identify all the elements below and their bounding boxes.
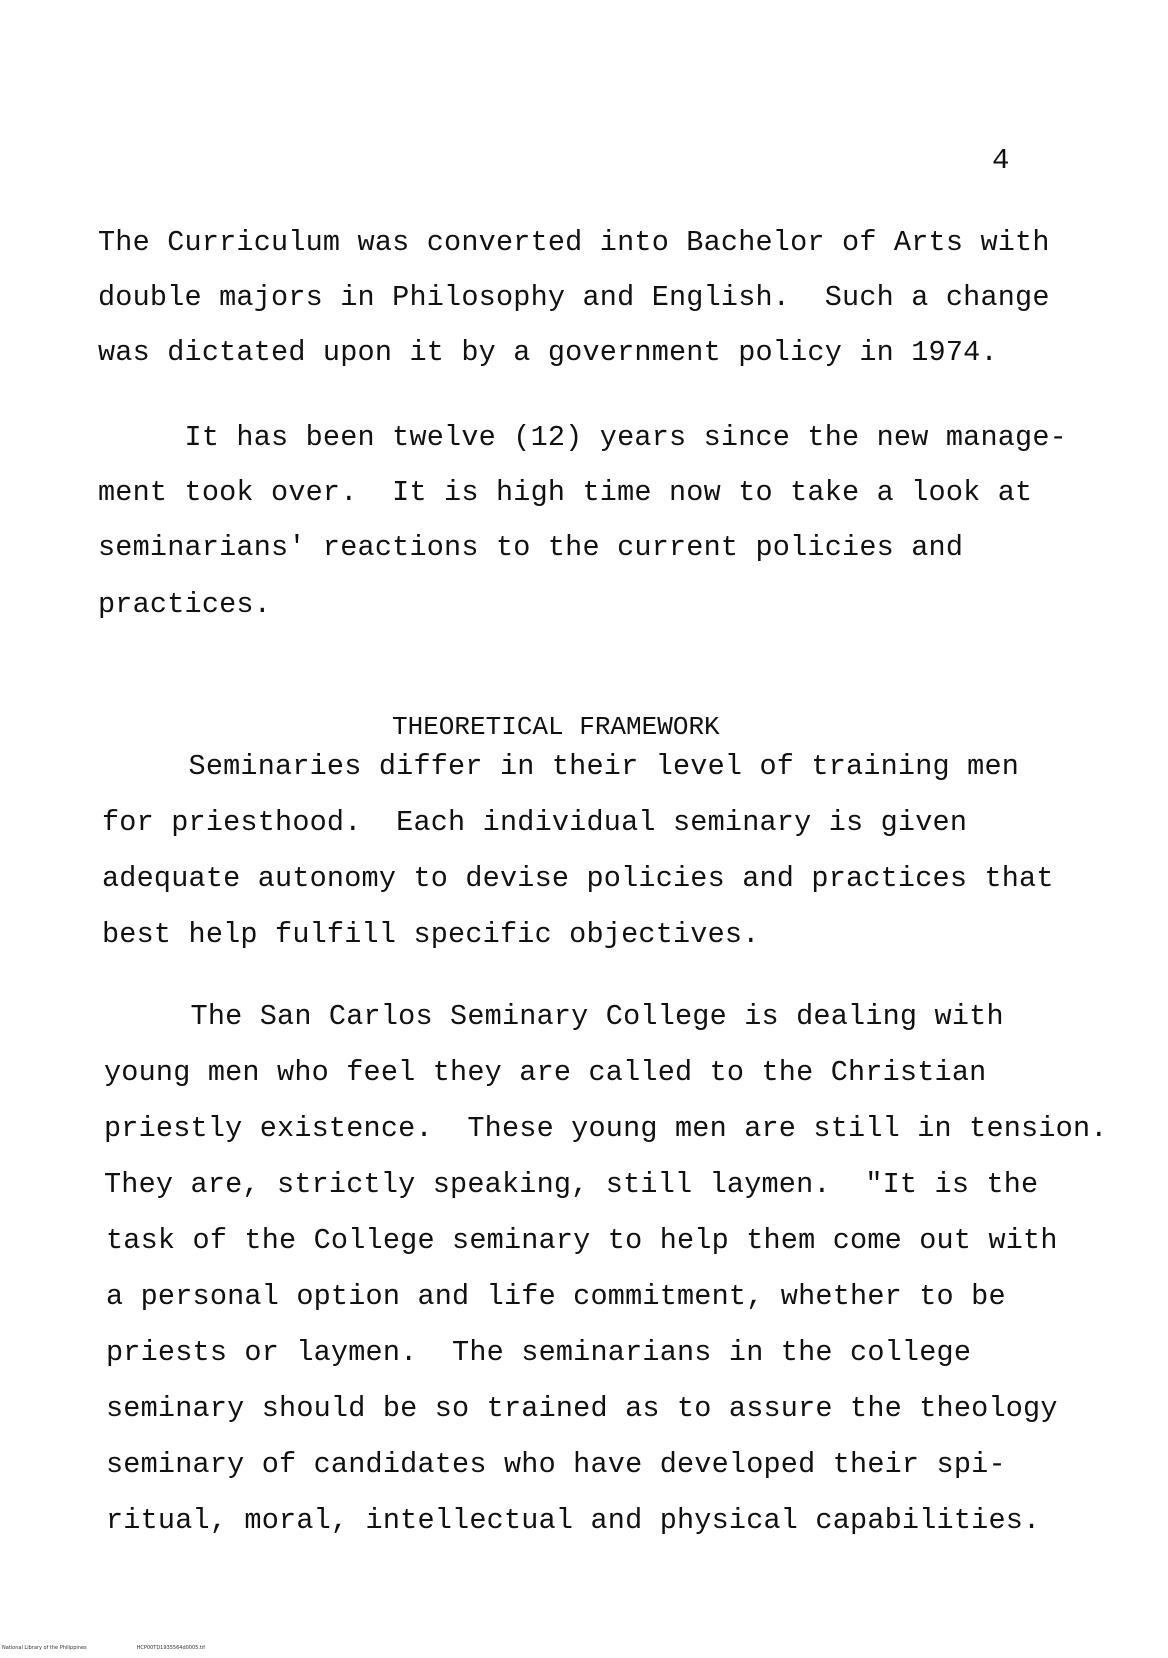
paragraph-4-line-9: seminary of candidates who have developed their spi-	[106, 1448, 1006, 1481]
scan-footer	[2, 1645, 205, 1651]
paragraph-3-line-3: adequate autonomy to devise policies and practices that	[102, 862, 1054, 895]
paragraph-4-line-4: They are, strictly speaking, still laymen. "It is the	[104, 1168, 1039, 1201]
paragraph-4-line-1: The San Carlos Seminary College is dealing with	[104, 1000, 1004, 1033]
footer-file-code: HCP00TD1935564d0005.tif	[136, 1645, 206, 1651]
paragraph-4-line-2: young men who feel they are called to the Christian	[104, 1056, 987, 1089]
paragraph-2-line-3: seminarians' reactions to the current policies and	[98, 531, 964, 564]
paragraph-3-line-1: Seminaries differ in their level of training men	[102, 750, 1020, 783]
paragraph-1-line-1: The Curriculum was converted into Bachelor of Arts with	[98, 226, 1050, 259]
paragraph-1-line-2: double majors in Philosophy and English. Such a change	[98, 281, 1050, 314]
paragraph-4-line-8: seminary should be so trained as to assure the theology	[106, 1392, 1058, 1425]
paragraph-4-line-7: priests or laymen. The seminarians in the college	[106, 1336, 972, 1369]
paragraph-1-line-3: was dictated upon it by a government policy in 1974.	[98, 336, 998, 369]
paragraph-2-line-4: practices.	[98, 588, 272, 621]
footer-library: National Library of the Philippines	[2, 1645, 87, 1651]
paragraph-2-line-1: It has been twelve (12) years since the new manage-	[98, 421, 1067, 454]
paragraph-4-line-5: task of the College seminary to help them come out with	[106, 1224, 1058, 1257]
paragraph-2-line-2: ment took over. It is high time now to take a look at	[98, 476, 1033, 509]
paragraph-4-line-3: priestly existence. These young men are still in tension.	[104, 1112, 1108, 1145]
paragraph-4-line-6: a personal option and life commitment, whether to be	[106, 1280, 1006, 1313]
paragraph-4-line-10: ritual, moral, intellectual and physical capabilities.	[106, 1504, 1041, 1537]
page-number: 4	[992, 144, 1010, 177]
paragraph-3-line-4: best help fulfill specific objectives.	[102, 918, 760, 951]
paragraph-3-line-2: for priesthood. Each individual seminary is given	[102, 806, 968, 839]
section-heading: THEORETICAL FRAMEWORK	[392, 712, 720, 742]
